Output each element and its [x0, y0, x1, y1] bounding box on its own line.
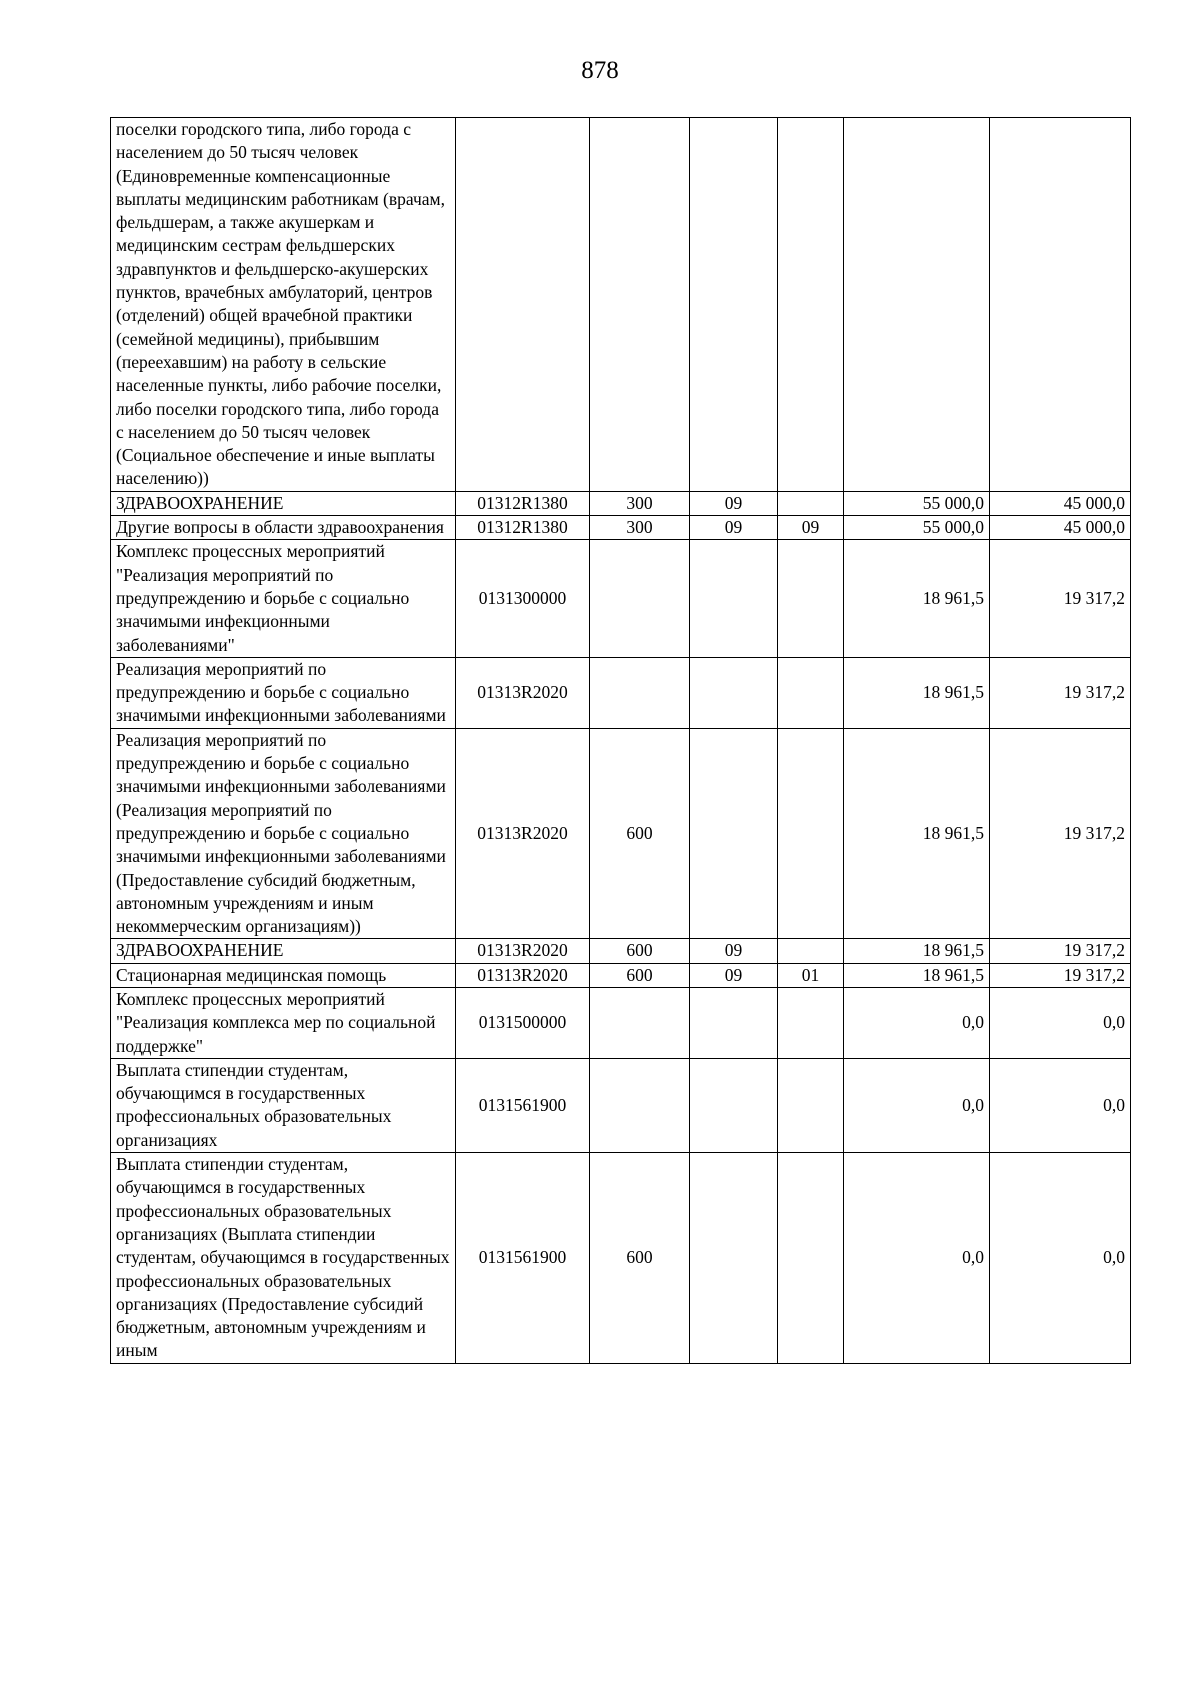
row-expense-type-cell: 600 — [590, 963, 690, 987]
row-amount-1-cell: 18 961,5 — [844, 939, 990, 963]
table-row — [111, 1058, 1131, 1152]
table-row — [111, 516, 1131, 540]
row-code-cell: 01312R1380 — [456, 491, 590, 515]
row-amount-2-cell: 45 000,0 — [990, 516, 1131, 540]
row-name-cell: поселки городского типа, либо города с населением до 50 тысяч человек (Единовременные компенсационные выплаты медицинским работникам (врачам, фельдшерам, а также акушеркам и медицинским сестрам фельдшерских здравпунктов и фельдшерско-акушерских пунктов, врачебных амбулаторий, центров (отделений) общей врачебной практики (семейной медицины), прибывшим (переехавшим) на работу в сельские населенные пункты, либо рабочие поселки, либо поселки городского типа, либо города с населением до 50 тысяч человек (Социальное обеспечение и иные выплаты населению)) — [111, 118, 456, 492]
row-subsection-cell — [778, 540, 844, 657]
row-amount-1-cell: 0,0 — [844, 1153, 990, 1364]
row-section-cell: 09 — [690, 516, 778, 540]
table-row — [111, 728, 1131, 939]
row-amount-2-cell — [990, 118, 1131, 492]
row-code-cell: 01313R2020 — [456, 939, 590, 963]
row-amount-1-cell: 0,0 — [844, 1058, 990, 1152]
row-amount-1-cell: 18 961,5 — [844, 728, 990, 939]
row-expense-type-cell — [590, 987, 690, 1058]
row-name-cell: Стационарная медицинская помощь — [111, 963, 456, 987]
table-row — [111, 987, 1131, 1058]
row-name-cell: Комплекс процессных мероприятий "Реализация мероприятий по предупреждению и борьбе с социально значимыми инфекционными заболеваниями" — [111, 540, 456, 657]
row-amount-1-cell: 55 000,0 — [844, 516, 990, 540]
row-section-cell: 09 — [690, 963, 778, 987]
row-expense-type-cell: 600 — [590, 1153, 690, 1364]
row-subsection-cell: 09 — [778, 516, 844, 540]
page-number: 878 — [581, 57, 619, 84]
row-section-cell — [690, 657, 778, 728]
row-section-cell: 09 — [690, 939, 778, 963]
row-name-cell: Выплата стипендии студентам, обучающимся в государственных профессиональных образовательных организациях — [111, 1058, 456, 1152]
row-name-cell: ЗДРАВООХРАНЕНИЕ — [111, 939, 456, 963]
row-amount-1-cell: 18 961,5 — [844, 963, 990, 987]
row-code-cell: 0131561900 — [456, 1153, 590, 1364]
row-section-cell: 09 — [690, 491, 778, 515]
row-subsection-cell: 01 — [778, 963, 844, 987]
row-name-cell: Выплата стипендии студентам, обучающимся в государственных профессиональных образовательных организациях (Выплата стипендии студентам, обучающимся в государственных профессиональных образовательных организациях (Предоставление субсидий бюджетным, автономным учреждениям и иным — [111, 1153, 456, 1364]
row-amount-2-cell: 0,0 — [990, 1153, 1131, 1364]
row-subsection-cell — [778, 657, 844, 728]
row-amount-2-cell: 19 317,2 — [990, 540, 1131, 657]
table-row — [111, 118, 1131, 492]
row-code-cell: 0131500000 — [456, 987, 590, 1058]
row-expense-type-cell: 600 — [590, 939, 690, 963]
row-section-cell — [690, 1058, 778, 1152]
table-row — [111, 491, 1131, 515]
row-amount-2-cell: 0,0 — [990, 1058, 1131, 1152]
row-code-cell: 0131561900 — [456, 1058, 590, 1152]
row-amount-2-cell: 19 317,2 — [990, 939, 1131, 963]
row-section-cell — [690, 540, 778, 657]
row-name-cell: Комплекс процессных мероприятий "Реализация комплекса мер по социальной поддержке" — [111, 987, 456, 1058]
row-code-cell: 01313R2020 — [456, 963, 590, 987]
row-subsection-cell — [778, 987, 844, 1058]
row-amount-1-cell: 18 961,5 — [844, 657, 990, 728]
row-subsection-cell — [778, 939, 844, 963]
row-expense-type-cell — [590, 657, 690, 728]
row-subsection-cell — [778, 1153, 844, 1364]
row-section-cell — [690, 1153, 778, 1364]
budget-table — [110, 117, 1131, 1364]
row-section-cell — [690, 987, 778, 1058]
row-code-cell — [456, 118, 590, 492]
row-amount-2-cell: 19 317,2 — [990, 963, 1131, 987]
row-code-cell: 0131300000 — [456, 540, 590, 657]
row-subsection-cell — [778, 118, 844, 492]
row-amount-1-cell: 18 961,5 — [844, 540, 990, 657]
row-amount-1-cell: 55 000,0 — [844, 491, 990, 515]
row-subsection-cell — [778, 491, 844, 515]
table-row — [111, 1153, 1131, 1364]
row-amount-1-cell — [844, 118, 990, 492]
row-name-cell: Реализация мероприятий по предупреждению и борьбе с социально значимыми инфекционными заболеваниями — [111, 657, 456, 728]
row-subsection-cell — [778, 1058, 844, 1152]
row-subsection-cell — [778, 728, 844, 939]
row-amount-2-cell: 0,0 — [990, 987, 1131, 1058]
row-amount-2-cell: 19 317,2 — [990, 728, 1131, 939]
row-section-cell — [690, 118, 778, 492]
row-expense-type-cell — [590, 1058, 690, 1152]
row-expense-type-cell: 300 — [590, 516, 690, 540]
row-name-cell: Реализация мероприятий по предупреждению и борьбе с социально значимыми инфекционными заболеваниями (Реализация мероприятий по предупреждению и борьбе с социально значимыми инфекционными заболеваниями (Предоставление субсидий бюджетным, автономным учреждениям и иным некоммерческим организациям)) — [111, 728, 456, 939]
row-expense-type-cell — [590, 118, 690, 492]
row-amount-2-cell: 45 000,0 — [990, 491, 1131, 515]
table-row — [111, 657, 1131, 728]
row-expense-type-cell — [590, 540, 690, 657]
row-expense-type-cell: 600 — [590, 728, 690, 939]
row-expense-type-cell: 300 — [590, 491, 690, 515]
row-code-cell: 01313R2020 — [456, 728, 590, 939]
row-amount-2-cell: 19 317,2 — [990, 657, 1131, 728]
budget-table-body — [111, 118, 1131, 1364]
row-name-cell: Другие вопросы в области здравоохранения — [111, 516, 456, 540]
row-amount-1-cell: 0,0 — [844, 987, 990, 1058]
table-row — [111, 540, 1131, 657]
row-code-cell: 01313R2020 — [456, 657, 590, 728]
table-row — [111, 939, 1131, 963]
row-code-cell: 01312R1380 — [456, 516, 590, 540]
row-name-cell: ЗДРАВООХРАНЕНИЕ — [111, 491, 456, 515]
row-section-cell — [690, 728, 778, 939]
table-row — [111, 963, 1131, 987]
